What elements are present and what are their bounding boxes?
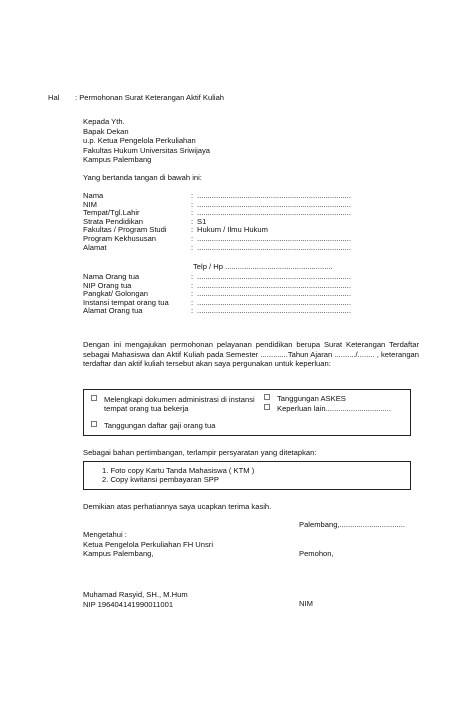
address-line: u.p. Ketua Pengelola Perkuliahan: [83, 136, 196, 146]
address-line: Bapak Dekan: [83, 126, 129, 136]
field-label: Fakultas / Program Studi: [83, 225, 167, 235]
form-row-nim: NIM : .........................................................................: [83, 200, 383, 209]
address-line: Fakultas Hukum Universitas Sriwijaya: [83, 145, 211, 155]
form-row-faculty: Fakultas / Program Studi : Hukum / Ilmu Hukum: [83, 225, 383, 234]
address-line: Kampus Palembang: [83, 155, 152, 165]
field-label: Tempat/Tgl.Lahir: [83, 208, 140, 218]
acknowledge-line: Mengetahui :: [83, 530, 127, 539]
acknowledge-block: [83, 530, 213, 559]
acknowledge-line: Ketua Pengelola Perkuliahan FH Unsri: [83, 539, 214, 549]
purpose-option[interactable]: [91, 395, 269, 414]
place-date[interactable]: Palembang,...............................: [299, 520, 405, 529]
field-label: Instansi tempat orang tua: [83, 297, 169, 307]
purpose-option[interactable]: [264, 394, 346, 403]
official-nip: NIP 196404141990011001: [83, 599, 174, 609]
recipient-address: [83, 117, 210, 165]
list-item: 1. Foto copy Kartu Tanda Mahasiswa ( KTM ): [102, 466, 255, 475]
checkbox-icon[interactable]: [91, 421, 97, 427]
field-value[interactable]: .........................................................................: [197, 306, 352, 316]
official-name: Muhamad Rasyid, SH., M.Hum: [83, 590, 188, 599]
field-value[interactable]: .........................................................................: [197, 289, 352, 299]
field-label: NIP Orang tua: [83, 280, 132, 290]
requirements-box: [83, 461, 411, 490]
acknowledge-line: Kampus Palembang,: [83, 549, 154, 559]
field-label: Pangkat/ Golongan: [83, 289, 149, 299]
purpose-box: [83, 389, 411, 436]
field-value[interactable]: .........................................................................: [197, 208, 352, 218]
intro-text: Yang bertanda tangan di bawah ini:: [83, 173, 202, 182]
purpose-label: Tanggungan ASKES: [277, 394, 346, 403]
field-value[interactable]: .........................................................................: [197, 242, 352, 252]
field-label: Program Kekhususan: [83, 233, 157, 243]
field-label: Strata Pendidikan: [83, 216, 143, 226]
purpose-label: Tanggungan daftar gaji orang tua: [104, 421, 216, 430]
field-value[interactable]: .........................................................................: [197, 233, 352, 243]
requirements-intro: Sebagai bahan pertimbangan, terlampir persyaratan yang ditetapkan:: [83, 448, 317, 457]
purpose-label: Keperluan lain...............................: [277, 404, 391, 413]
parent-form: [83, 272, 383, 315]
form-row-parent-address: Alamat Orang tua : .........................................................................: [83, 306, 383, 315]
field-label: Alamat: [83, 242, 107, 252]
subject-label: Hal: [48, 93, 60, 102]
purpose-label: Melengkapi dokumen administrasi di instansi tempat orang tua bekerja: [104, 395, 255, 414]
applicant-label: Pemohon,: [299, 549, 334, 558]
form-row-birth: Tempat/Tgl.Lahir : .........................................................................: [83, 208, 383, 217]
purpose-option[interactable]: [91, 421, 215, 430]
field-value[interactable]: .........................................................................: [197, 191, 352, 200]
field-value[interactable]: .........................................................................: [197, 297, 352, 307]
field-value[interactable]: .........................................................................: [197, 199, 352, 209]
official-signature-block: [83, 590, 188, 609]
requirements-list: [102, 466, 254, 485]
form-row-parent-name: Nama Orang tua : .........................................................................: [83, 272, 383, 281]
form-row-program: Program Kekhususan : .........................................................................: [83, 234, 383, 243]
checkbox-icon[interactable]: [264, 404, 270, 410]
applicant-nim[interactable]: NIM: [299, 599, 313, 608]
form-row-address: Alamat : .........................................................................: [83, 243, 383, 252]
form-row-parent-nip: NIP Orang tua : .........................................................................: [83, 281, 383, 290]
field-value[interactable]: .........................................................................: [197, 272, 352, 281]
form-row-parent-rank: Pangkat/ Golongan : .........................................................................: [83, 289, 383, 298]
field-value[interactable]: .........................................................................: [197, 280, 352, 290]
field-label: Nama: [83, 191, 104, 200]
form-row-strata: Strata Pendidikan : S1: [83, 217, 383, 226]
address-line: Kepada Yth.: [83, 117, 125, 126]
field-value: S1: [197, 216, 207, 226]
field-label: Nama Orang tua: [83, 272, 140, 281]
list-item: 2. Copy kwitansi pembayaran SPP: [102, 475, 219, 485]
field-value: Hukum / Ilmu Hukum: [197, 225, 268, 235]
checkbox-icon[interactable]: [264, 394, 270, 400]
form-row-parent-agency: Instansi tempat orang tua : .........................................................................: [83, 298, 383, 307]
purpose-option[interactable]: [264, 404, 391, 413]
student-form: [83, 191, 383, 251]
form-row-name: Nama : .........................................................................: [83, 191, 383, 200]
subject-text: : Permohonan Surat Keterangan Aktif Kuliah: [75, 93, 225, 102]
request-paragraph: Dengan ini mengajukan permohonan pelayanan pendidikan berupa Surat Keterangan Terdaftar sebagai Mahasiswa dan Aktif Kuliah pada Semester .............Tahun Ajaran ........../........ , keterangan terdaftar dan aktif kuliah tersebut akan saya pergunakan untuk keperluan:: [83, 340, 419, 369]
phone-field[interactable]: Telp / Hp ...................................................: [193, 262, 333, 271]
field-label: NIM: [83, 199, 97, 209]
closing-text: Demikian atas perhatiannya saya ucapkan terima kasih.: [83, 502, 272, 511]
checkbox-icon[interactable]: [91, 395, 97, 401]
field-label: Alamat Orang tua: [83, 306, 143, 316]
